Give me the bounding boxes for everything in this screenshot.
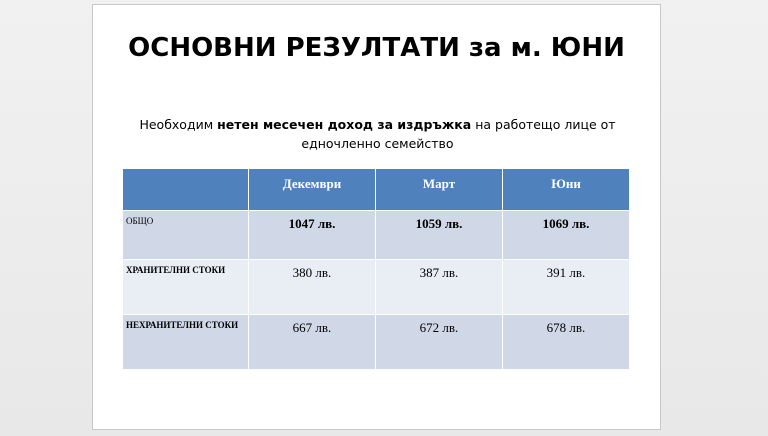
- slide-subtitle: [133, 115, 622, 153]
- table-header-march: Март: [376, 169, 503, 211]
- table-cell: 1047 лв.: [249, 211, 376, 260]
- table-cell: 1069 лв.: [503, 211, 630, 260]
- table-cell: 380 лв.: [249, 260, 376, 315]
- subtitle-bold: нетен месечен доход за издръжка: [217, 117, 472, 132]
- row-label: ОБЩО: [123, 211, 249, 260]
- table-row: [123, 260, 630, 315]
- results-table: [122, 168, 630, 370]
- table-header-row: [123, 169, 630, 211]
- table-cell: 387 лв.: [376, 260, 503, 315]
- table-header-december: Декември: [249, 169, 376, 211]
- table-header-june: Юни: [503, 169, 630, 211]
- table-row: [123, 315, 630, 370]
- row-label: ХРАНИТЕЛНИ СТОКИ: [123, 260, 249, 315]
- table-cell: 667 лв.: [249, 315, 376, 370]
- subtitle-prefix: Необходим: [139, 117, 218, 132]
- table-cell: 672 лв.: [376, 315, 503, 370]
- presentation-slide: [92, 4, 661, 430]
- slide-title: ОСНОВНИ РЕЗУЛТАТИ за м. ЮНИ: [128, 33, 625, 63]
- results-table-container: [122, 168, 629, 370]
- table-cell: 1059 лв.: [376, 211, 503, 260]
- table-cell: 391 лв.: [503, 260, 630, 315]
- row-label: НЕХРАНИТЕЛНИ СТОКИ: [123, 315, 249, 370]
- table-row: [123, 211, 630, 260]
- table-header-corner: [123, 169, 249, 211]
- subtitle-suffix: на работещо лице от едночленно семейство: [301, 117, 616, 151]
- table-cell: 678 лв.: [503, 315, 630, 370]
